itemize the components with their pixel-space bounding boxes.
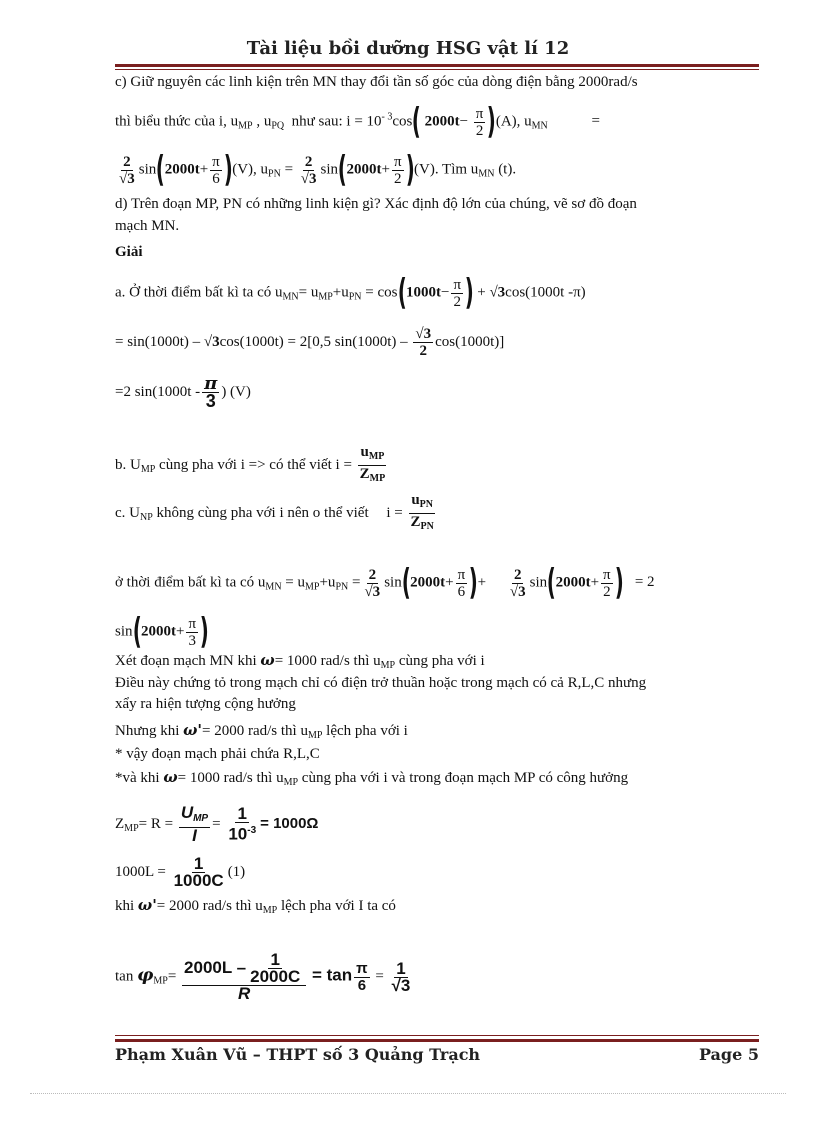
resonance-formula: 1000L = $\frac{1}{1000C}$ (1) (115, 854, 246, 890)
tan-formula: $\tan \varphi_{MP}=$ 2000L – $\frac{1}{2000C}$ R = tan $\frac{\pi}{6}$ = $\frac{1}{√3}$ (115, 950, 411, 1003)
footer-rule (115, 1039, 759, 1042)
solution-a-line2: = sin(1000t) – √3cos(1000t) = 2[0,5 sin(1000t) – $\frac{√3}{2}$ cos(1000t)] (115, 326, 505, 359)
question-d-line2: mạch MN. (115, 218, 180, 234)
text-line-1: Xét đoạn mạch MN khi ω= 1000 rad/s thì $u_{MP}$ cùng pha với i (115, 651, 485, 671)
question-c-line3: $\frac{2}{√3}$ sin(2000t+ $\frac{\pi}{6}$ )(V), $u_{PN}$ = $\frac{2}{√3}$ sin(2000t+ $\frac{\pi}{2}$ )(V). Tìm $u_{MN}$ (t). (119, 149, 517, 190)
footer-rule-thin (115, 1035, 759, 1036)
page-bottom-dotted-line (30, 1093, 786, 1094)
solution-label: Giải (115, 244, 143, 260)
text-line-9: khi ω'= 2000 rad/s thì $u_{MP}$ lệch pha với I ta có (115, 896, 396, 916)
header-rule (115, 64, 759, 67)
solution-a-line1: a. Ở thời điểm bất kì ta có $u_{MN}= u_{MP}+u_{PN} = \cos(1000t-$ $\frac{\pi}{2}$ ) + √3cos(1000t -π) (115, 272, 586, 313)
question-c-line1: c) Giữ nguyên các linh kiện trên MN thay đổi tần số góc của dòng điện bằng 2000rad/s (115, 74, 638, 90)
sum-line-2: sin(2000t+ $\frac{\pi}{3}$ ) (115, 611, 209, 652)
question-c-line2: thì biểu thức của i, $u_{MP}$ , $u_{PQ}$ như sau: $i = 10^{- 3}\cos$( 2000t− $\frac{\pi}{2}$ )(A), $u_{MN}$ = (115, 101, 600, 142)
text-line-6: *và khi ω= 1000 rad/s thì $u_{MP}$ cùng pha với i và trong đoạn mạch MP có công hưởng (115, 768, 629, 788)
solution-a-line3: =2 sin(1000t - $\frac{\pi}{3}$ ) (V) (115, 373, 251, 411)
text-line-4: Nhưng khi ω'= 2000 rad/s thì $u_{MP}$ lệch pha với i (115, 721, 408, 741)
page-header-title: Tài liệu bồi dưỡng HSG vật lí 12 (246, 38, 570, 59)
sum-line: ở thời điểm bất kì ta có $u_{MN} = u_{MP}+u_{PN}$ = $\frac{2}{√3}$ sin(2000t+ $\frac{\pi}{6}$ )+ $\frac{2}{√3}$ sin(2000t+ $\frac{\pi}{2}$ ) = 2 (115, 562, 655, 603)
question-d-line1: d) Trên đoạn MP, PN có những linh kiện gì? Xác định độ lớn của chúng, vẽ sơ đồ đoạn (115, 196, 637, 212)
solution-b: b. $U_{MP}$ cùng pha với i => có thể viết i = $\frac{u_{MP}}{Z_{MP}}$ (115, 444, 386, 484)
zmp-formula: $Z_{MP}= R$ = $\frac{U_{MP}}{I}$ = $\frac{1}{10^{-3}}$ = 1000Ω (115, 803, 319, 845)
footer-page-number: Page 5 (698, 1045, 759, 1064)
header-rule-thin (115, 69, 759, 70)
text-line-2: Điều này chứng tỏ trong mạch chỉ có điện trở thuần hoặc trong mạch có cả R,L,C nhưng (115, 675, 647, 691)
solution-c: c. $U_{NP}$ không cùng pha với i nên o thể viết i = $\frac{u_{PN}}{Z_{PN}}$ (115, 492, 434, 532)
text-line-3: xẩy ra hiện tượng cộng hưởng (115, 696, 296, 712)
text-line-5: * vậy đoạn mạch phải chứa R,L,C (115, 746, 320, 762)
footer-author: Phạm Xuân Vũ – THPT số 3 Quảng Trạch (115, 1045, 481, 1064)
